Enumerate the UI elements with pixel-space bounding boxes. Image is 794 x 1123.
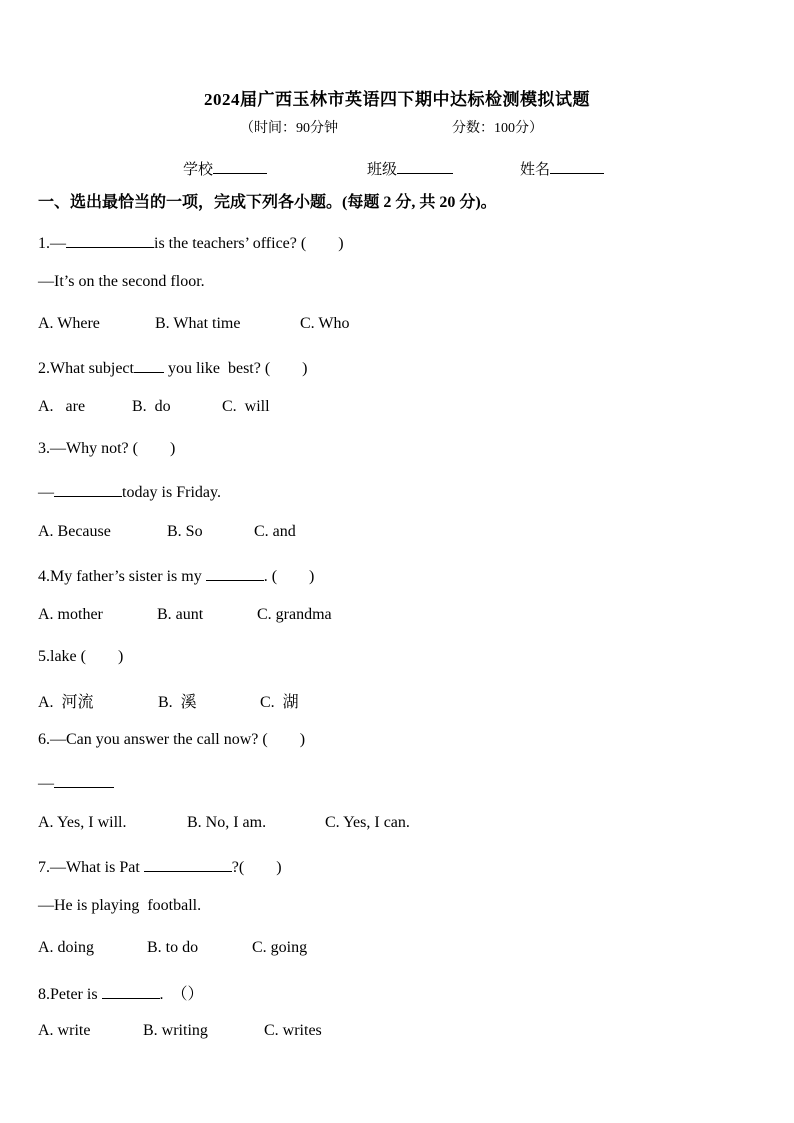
- question-4: [38, 565, 314, 586]
- question-text: . （）: [159, 986, 204, 1003]
- option-a[interactable]: A. doing: [38, 939, 94, 956]
- question-text: —: [38, 775, 54, 792]
- option-a[interactable]: A. are: [38, 398, 86, 415]
- question-3: 3.—Why not? ( ): [38, 440, 176, 457]
- question-text: —: [38, 484, 54, 501]
- answer-blank[interactable]: [102, 983, 160, 999]
- question-text: 7.—What is Pat: [38, 859, 144, 876]
- option-c[interactable]: C. Who: [300, 315, 350, 332]
- option-a[interactable]: A. write: [38, 1022, 91, 1039]
- option-c[interactable]: C. and: [254, 523, 296, 540]
- answer-blank[interactable]: [134, 357, 164, 373]
- exam-title: 2024届广西玉林市英语四下期中达标检测模拟试题: [204, 90, 590, 109]
- exam-time: （时间：90分钟: [240, 121, 338, 136]
- option-b[interactable]: B. to do: [147, 939, 199, 956]
- option-a[interactable]: A. mother: [38, 606, 103, 623]
- answer-blank[interactable]: [54, 481, 122, 497]
- option-b[interactable]: B. do: [132, 398, 171, 415]
- question-8: [38, 981, 204, 1004]
- option-c[interactable]: C. Yes, I can.: [325, 814, 410, 831]
- answer-blank[interactable]: [66, 232, 154, 248]
- option-a[interactable]: A. Yes, I will.: [38, 814, 127, 831]
- school-field[interactable]: [183, 158, 267, 179]
- name-label: 姓名: [520, 162, 551, 178]
- question-text: 1.—: [38, 235, 66, 252]
- question-1: [38, 232, 344, 253]
- answer-blank[interactable]: [144, 856, 232, 872]
- question-2: [38, 357, 308, 378]
- option-b[interactable]: B. What time: [155, 315, 241, 332]
- question-6: 6.—Can you answer the call now? ( ): [38, 731, 306, 748]
- option-c[interactable]: C. 湖: [260, 694, 299, 711]
- option-a[interactable]: A. Where: [38, 315, 100, 332]
- question-text: 8.Peter is: [38, 986, 102, 1003]
- option-a[interactable]: A. 河流: [38, 694, 94, 711]
- name-field[interactable]: [520, 158, 604, 179]
- option-b[interactable]: B. So: [167, 523, 203, 540]
- option-c[interactable]: C. going: [252, 939, 308, 956]
- option-b[interactable]: B. No, I am.: [187, 814, 267, 831]
- option-c[interactable]: C. will: [222, 398, 270, 415]
- exam-score: 分数：100分）: [452, 121, 543, 136]
- option-b[interactable]: B. writing: [143, 1022, 208, 1039]
- option-c[interactable]: C. writes: [264, 1022, 322, 1039]
- answer-blank[interactable]: [206, 565, 264, 581]
- question-text: 2.What subject: [38, 360, 134, 377]
- option-a[interactable]: A. Because: [38, 523, 111, 540]
- question-text: today is Friday.: [122, 484, 221, 501]
- question-6-reply: [38, 772, 114, 793]
- question-text: 4.My father’s sister is my: [38, 568, 206, 585]
- question-5: 5.lake ( ): [38, 648, 124, 665]
- question-text: . ( ): [263, 568, 315, 585]
- name-blank[interactable]: [550, 159, 604, 174]
- question-text: ?( ): [231, 859, 282, 876]
- question-3-reply: [38, 481, 221, 502]
- class-blank[interactable]: [397, 159, 453, 174]
- class-label: 班级: [367, 162, 398, 178]
- section-heading: 一、选出最恰当的一项，完成下列各小题。(每题 2 分, 共 20 分)。: [38, 194, 497, 211]
- option-b[interactable]: B. aunt: [157, 606, 204, 623]
- class-field[interactable]: [367, 158, 453, 179]
- school-blank[interactable]: [213, 159, 267, 174]
- answer-blank[interactable]: [54, 772, 114, 788]
- school-label: 学校: [183, 162, 214, 178]
- option-c[interactable]: C. grandma: [257, 606, 332, 623]
- option-b[interactable]: B. 溪: [158, 694, 197, 711]
- question-text: you like best? ( ): [163, 360, 308, 377]
- question-1-reply: —It’s on the second floor.: [38, 273, 205, 290]
- question-7: [38, 856, 282, 877]
- question-7-reply: —He is playing football.: [38, 897, 202, 914]
- question-text: is the teachers’ office? ( ): [154, 235, 344, 252]
